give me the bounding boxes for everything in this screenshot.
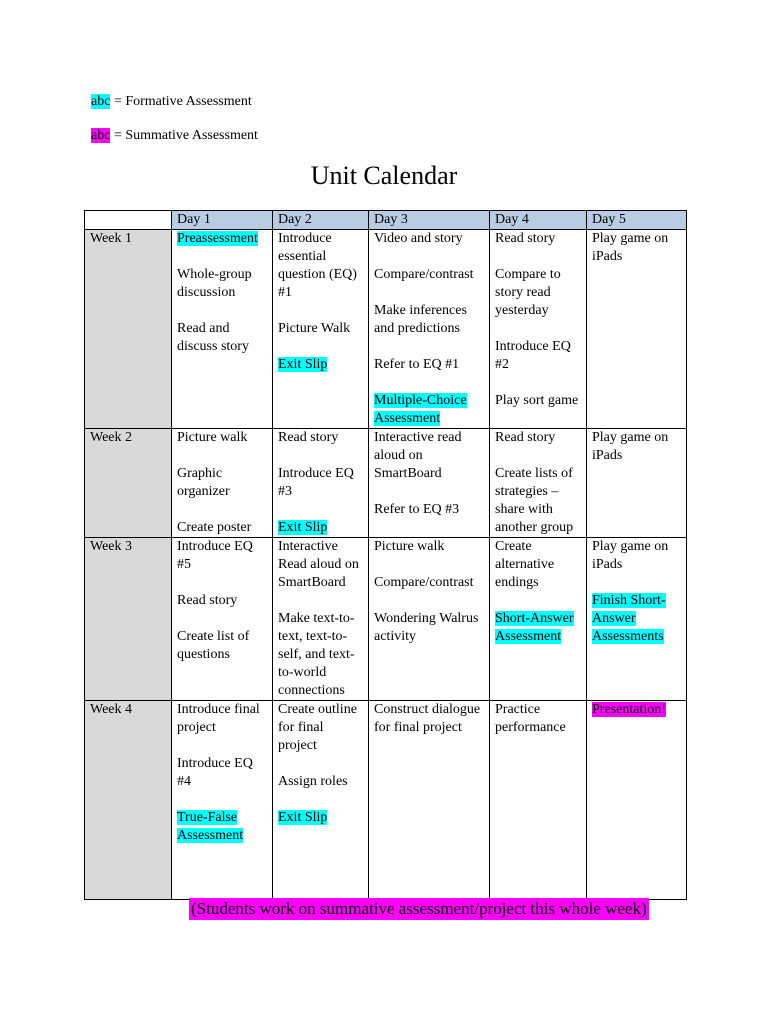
day-cell bbox=[369, 538, 490, 701]
day-header: Day 2 bbox=[273, 211, 369, 230]
day-header: Day 5 bbox=[587, 211, 687, 230]
legend-formative bbox=[91, 93, 252, 111]
spacer bbox=[374, 592, 484, 610]
formative-assessment-label: Exit Slip bbox=[278, 357, 328, 372]
activity-text: Introduce final project bbox=[177, 702, 260, 735]
formative-assessment-label: True-False Assessment bbox=[177, 810, 244, 843]
day-header: Day 4 bbox=[490, 211, 587, 230]
activity-text: Make inferences and predictions bbox=[374, 303, 467, 336]
activity-text: Picture Walk bbox=[278, 321, 351, 336]
header-corner-cell bbox=[85, 211, 172, 230]
activity-item bbox=[278, 429, 363, 447]
week-label: Week 3 bbox=[85, 538, 172, 701]
activity-item bbox=[278, 701, 363, 755]
activity-text: Practice performance bbox=[495, 702, 566, 735]
activity-item bbox=[177, 538, 267, 574]
activity-item bbox=[278, 320, 363, 338]
unit-calendar-table bbox=[84, 210, 687, 900]
week-label: Week 1 bbox=[85, 230, 172, 429]
activity-item bbox=[177, 320, 267, 356]
activity-text: Introduce EQ #5 bbox=[177, 539, 253, 572]
week-row bbox=[85, 538, 687, 701]
activity-item bbox=[374, 429, 484, 483]
day-cell bbox=[587, 429, 687, 538]
activity-text: Read story bbox=[495, 430, 556, 445]
spacer bbox=[278, 501, 363, 519]
activity-item bbox=[278, 809, 363, 827]
week-row bbox=[85, 230, 687, 429]
formative-assessment-label: Exit Slip bbox=[278, 520, 328, 535]
header-row bbox=[85, 211, 687, 230]
activity-item bbox=[495, 230, 581, 248]
formative-assessment-label: Finish Short-Answer Assessments bbox=[592, 593, 666, 644]
activity-text: Play game on iPads bbox=[592, 231, 669, 264]
activity-item bbox=[278, 465, 363, 501]
spacer bbox=[177, 574, 267, 592]
activity-item bbox=[374, 501, 484, 519]
activity-text: Video and story bbox=[374, 231, 463, 246]
spacer bbox=[177, 302, 267, 320]
spacer bbox=[278, 447, 363, 465]
spacer bbox=[495, 592, 581, 610]
activity-item bbox=[177, 701, 267, 737]
spacer bbox=[374, 248, 484, 266]
day-cell bbox=[587, 230, 687, 429]
activity-item bbox=[177, 465, 267, 501]
legend-summative bbox=[91, 127, 258, 145]
activity-item bbox=[592, 429, 681, 465]
formative-assessment-label: Exit Slip bbox=[278, 810, 328, 825]
spacer bbox=[374, 338, 484, 356]
activity-item bbox=[495, 538, 581, 592]
formative-assessment-label: Multiple-Choice Assessment bbox=[374, 393, 467, 426]
activity-item bbox=[177, 809, 267, 845]
day-cell bbox=[172, 538, 273, 701]
spacer bbox=[278, 791, 363, 809]
day-cell bbox=[490, 701, 587, 900]
activity-text: Play game on iPads bbox=[592, 539, 669, 572]
activity-item bbox=[278, 773, 363, 791]
activity-text: Compare/contrast bbox=[374, 575, 474, 590]
formative-marker: abc bbox=[91, 94, 111, 109]
activity-text: Interactive Read aloud on SmartBoard bbox=[278, 539, 359, 590]
summative-legend-text: = Summative Assessment bbox=[110, 128, 258, 143]
day-cell bbox=[273, 701, 369, 900]
spacer bbox=[177, 737, 267, 755]
spacer bbox=[278, 338, 363, 356]
activity-item bbox=[374, 538, 484, 556]
day-cell bbox=[369, 230, 490, 429]
activity-text: Create outline for final project bbox=[278, 702, 357, 753]
activity-item bbox=[495, 266, 581, 320]
day-cell bbox=[369, 701, 490, 900]
activity-item bbox=[495, 465, 581, 537]
day-cell bbox=[587, 701, 687, 900]
activity-text: Refer to EQ #1 bbox=[374, 357, 460, 372]
activity-item bbox=[177, 429, 267, 447]
activity-item bbox=[495, 610, 581, 646]
activity-item bbox=[592, 230, 681, 266]
activity-text: Create alternative endings bbox=[495, 539, 555, 590]
week-label: Week 2 bbox=[85, 429, 172, 538]
activity-text: Graphic organizer bbox=[177, 466, 230, 499]
spacer bbox=[177, 447, 267, 465]
activity-text: Read and discuss story bbox=[177, 321, 249, 354]
activity-text: Compare to story read yesterday bbox=[495, 267, 561, 318]
day-cell bbox=[490, 429, 587, 538]
activity-text: Introduce EQ #4 bbox=[177, 756, 253, 789]
activity-item bbox=[495, 338, 581, 374]
activity-text: Picture walk bbox=[177, 430, 248, 445]
activity-item bbox=[177, 519, 267, 537]
spacer bbox=[278, 302, 363, 320]
activity-item bbox=[278, 538, 363, 592]
week-row bbox=[85, 701, 687, 900]
activity-item bbox=[177, 230, 267, 248]
spacer bbox=[495, 248, 581, 266]
formative-assessment-label: Preassessment bbox=[177, 231, 258, 246]
activity-text: Compare/contrast bbox=[374, 267, 474, 282]
day-cell bbox=[172, 429, 273, 538]
activity-item bbox=[592, 592, 681, 646]
spacer bbox=[374, 374, 484, 392]
spacer bbox=[495, 447, 581, 465]
week-row bbox=[85, 429, 687, 538]
day-header: Day 3 bbox=[369, 211, 490, 230]
spacer bbox=[177, 610, 267, 628]
activity-item bbox=[278, 230, 363, 302]
spacer bbox=[374, 483, 484, 501]
activity-item bbox=[374, 610, 484, 646]
page-title: Unit Calendar bbox=[310, 161, 458, 190]
day-cell bbox=[490, 230, 587, 429]
activity-text: Play sort game bbox=[495, 393, 579, 408]
activity-item bbox=[592, 701, 681, 719]
activity-item bbox=[177, 755, 267, 791]
spacer bbox=[374, 284, 484, 302]
activity-text: Assign roles bbox=[278, 774, 348, 789]
spacer bbox=[592, 574, 681, 592]
summative-marker: abc bbox=[91, 128, 111, 143]
spacer bbox=[177, 248, 267, 266]
spacer bbox=[177, 501, 267, 519]
activity-text: Create list of questions bbox=[177, 629, 250, 662]
activity-text: Create lists of strategies – share with another group bbox=[495, 466, 574, 535]
activity-item bbox=[177, 628, 267, 664]
formative-legend-text: = Formative Assessment bbox=[110, 94, 252, 109]
activity-text: Read story bbox=[495, 231, 556, 246]
activity-item bbox=[374, 266, 484, 284]
day-header: Day 1 bbox=[172, 211, 273, 230]
day-cell bbox=[369, 429, 490, 538]
activity-item bbox=[278, 519, 363, 537]
activity-item bbox=[495, 429, 581, 447]
activity-text: Introduce EQ #2 bbox=[495, 339, 571, 372]
activity-item bbox=[374, 356, 484, 374]
activity-item bbox=[278, 610, 363, 700]
activity-item bbox=[495, 392, 581, 410]
spacer bbox=[374, 556, 484, 574]
spacer bbox=[495, 374, 581, 392]
activity-text: Make text-to-text, text-to-self, and text-to-world connections bbox=[278, 611, 355, 698]
activity-text: Wondering Walrus activity bbox=[374, 611, 479, 644]
activity-text: Interactive read aloud on SmartBoard bbox=[374, 430, 462, 481]
summative-assessment-label: Presentation! bbox=[592, 702, 666, 717]
activity-item bbox=[374, 574, 484, 592]
activity-text: Introduce essential question (EQ) #1 bbox=[278, 231, 357, 300]
activity-item bbox=[374, 701, 484, 737]
activity-item bbox=[374, 392, 484, 428]
activity-text: Introduce EQ #3 bbox=[278, 466, 354, 499]
activity-item bbox=[495, 701, 581, 737]
activity-text: Read story bbox=[278, 430, 339, 445]
day-cell bbox=[490, 538, 587, 701]
activity-item bbox=[374, 302, 484, 338]
day-cell bbox=[273, 538, 369, 701]
spacer bbox=[278, 755, 363, 773]
activity-text: Create poster bbox=[177, 520, 252, 535]
activity-text: Picture walk bbox=[374, 539, 445, 554]
activity-item bbox=[177, 592, 267, 610]
activity-text: Construct dialogue for final project bbox=[374, 702, 481, 735]
week4-summative-note: (Students work on summative assessment/project this whole week) bbox=[191, 899, 647, 918]
activity-item bbox=[177, 266, 267, 302]
spacer bbox=[278, 592, 363, 610]
calendar-body bbox=[85, 211, 687, 900]
day-cell bbox=[273, 429, 369, 538]
activity-text: Refer to EQ #3 bbox=[374, 502, 460, 517]
spacer bbox=[177, 791, 267, 809]
week-label: Week 4 bbox=[85, 701, 172, 900]
activity-text: Play game on iPads bbox=[592, 430, 669, 463]
day-cell bbox=[172, 230, 273, 429]
activity-text: Read story bbox=[177, 593, 238, 608]
day-cell bbox=[273, 230, 369, 429]
day-cell bbox=[587, 538, 687, 701]
activity-item bbox=[278, 356, 363, 374]
activity-item bbox=[374, 230, 484, 248]
spacer bbox=[495, 320, 581, 338]
activity-item bbox=[592, 538, 681, 574]
formative-assessment-label: Short-Answer Assessment bbox=[495, 611, 574, 644]
activity-text: Whole-group discussion bbox=[177, 267, 252, 300]
day-cell bbox=[172, 701, 273, 900]
